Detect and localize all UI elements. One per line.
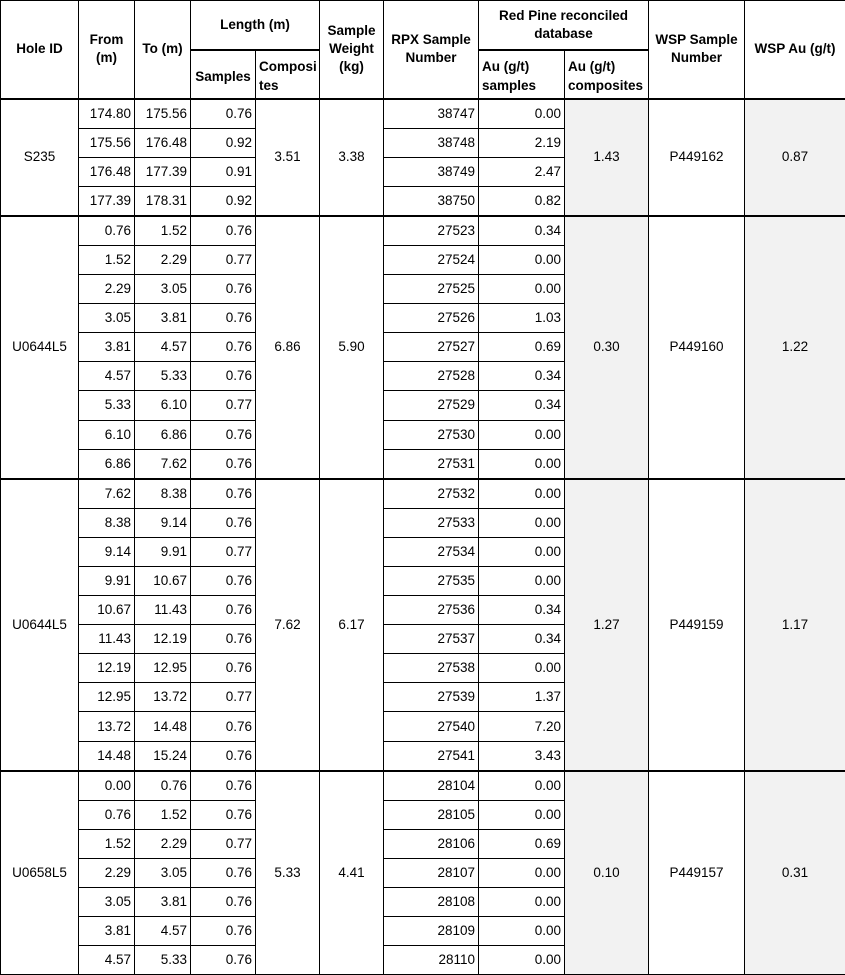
table-row	[1, 216, 845, 246]
au-sample-cell: 0.00	[479, 858, 565, 887]
length-cell: 0.77	[191, 683, 256, 712]
from-cell: 12.95	[79, 683, 135, 712]
table-header	[1, 1, 845, 99]
length-cell: 0.76	[191, 800, 256, 829]
to-cell: 4.57	[135, 333, 191, 362]
from-cell: 3.81	[79, 333, 135, 362]
au-sample-cell: 1.37	[479, 683, 565, 712]
length-cell: 0.77	[191, 829, 256, 858]
rpx-sample-cell: 27540	[384, 712, 479, 741]
from-cell: 174.80	[79, 99, 135, 129]
au-sample-cell: 0.00	[479, 275, 565, 304]
hole-group	[1, 216, 845, 479]
au-sample-cell: 2.19	[479, 128, 565, 157]
to-cell: 5.33	[135, 362, 191, 391]
length-cell: 0.76	[191, 946, 256, 975]
from-cell: 14.48	[79, 741, 135, 771]
to-cell: 6.10	[135, 391, 191, 420]
rpx-sample-cell: 27531	[384, 449, 479, 479]
from-cell: 5.33	[79, 391, 135, 420]
length-cell: 0.77	[191, 245, 256, 274]
wsp-sample-cell: P449160	[649, 216, 745, 479]
to-cell: 10.67	[135, 567, 191, 596]
composite-length-cell: 7.62	[256, 479, 320, 771]
header-wsp-sample: WSP Sample Number	[649, 1, 745, 99]
rpx-sample-cell: 27536	[384, 596, 479, 625]
composite-length-cell: 3.51	[256, 99, 320, 216]
rpx-sample-cell: 28105	[384, 800, 479, 829]
length-cell: 0.76	[191, 99, 256, 129]
to-cell: 3.81	[135, 304, 191, 333]
header-red-pine: Red Pine reconciled database	[479, 1, 649, 50]
length-cell: 0.91	[191, 157, 256, 186]
header-au-samples: Au (g/t) samples	[479, 50, 565, 99]
rpx-sample-cell: 27528	[384, 362, 479, 391]
au-sample-cell: 0.00	[479, 946, 565, 975]
length-cell: 0.76	[191, 479, 256, 509]
from-cell: 175.56	[79, 128, 135, 157]
from-cell: 177.39	[79, 186, 135, 216]
to-cell: 3.05	[135, 275, 191, 304]
header-samples: Samples	[191, 50, 256, 99]
from-cell: 9.14	[79, 537, 135, 566]
length-cell: 0.76	[191, 304, 256, 333]
au-sample-cell: 0.00	[479, 449, 565, 479]
rpx-sample-cell: 38749	[384, 157, 479, 186]
length-cell: 0.76	[191, 333, 256, 362]
rpx-sample-cell: 28110	[384, 946, 479, 975]
rpx-sample-cell: 27532	[384, 479, 479, 509]
au-sample-cell: 2.47	[479, 157, 565, 186]
hole-id-cell: U0644L5	[1, 216, 79, 479]
au-sample-cell: 0.34	[479, 596, 565, 625]
au-sample-cell: 0.00	[479, 771, 565, 801]
length-cell: 0.76	[191, 508, 256, 537]
au-sample-cell: 0.00	[479, 888, 565, 917]
au-sample-cell: 0.00	[479, 567, 565, 596]
rpx-sample-cell: 27533	[384, 508, 479, 537]
hole-id-cell: S235	[1, 99, 79, 216]
length-cell: 0.92	[191, 186, 256, 216]
composite-length-cell: 5.33	[256, 771, 320, 975]
rpx-sample-cell: 27523	[384, 216, 479, 246]
header-sample-weight: Sample Weight (kg)	[320, 1, 384, 99]
length-cell: 0.77	[191, 391, 256, 420]
table-row	[1, 479, 845, 509]
wsp-au-cell: 1.17	[745, 479, 845, 771]
sample-weight-cell: 6.17	[320, 479, 384, 771]
sample-weight-cell: 3.38	[320, 99, 384, 216]
length-cell: 0.76	[191, 654, 256, 683]
to-cell: 7.62	[135, 449, 191, 479]
au-composite-cell: 0.10	[565, 771, 649, 975]
header-from: From (m)	[79, 1, 135, 99]
from-cell: 1.52	[79, 245, 135, 274]
to-cell: 12.19	[135, 625, 191, 654]
au-sample-cell: 0.00	[479, 245, 565, 274]
table-row	[1, 771, 845, 801]
to-cell: 6.86	[135, 420, 191, 449]
from-cell: 0.76	[79, 800, 135, 829]
hole-group	[1, 771, 845, 975]
from-cell: 3.05	[79, 304, 135, 333]
header-hole-id: Hole ID	[1, 1, 79, 99]
header-composites: Composi tes	[256, 50, 320, 99]
from-cell: 9.91	[79, 567, 135, 596]
to-cell: 13.72	[135, 683, 191, 712]
from-cell: 2.29	[79, 858, 135, 887]
length-cell: 0.76	[191, 216, 256, 246]
rpx-sample-cell: 27529	[384, 391, 479, 420]
rpx-sample-cell: 38750	[384, 186, 479, 216]
to-cell: 2.29	[135, 829, 191, 858]
rpx-sample-cell: 27527	[384, 333, 479, 362]
from-cell: 12.19	[79, 654, 135, 683]
au-sample-cell: 0.82	[479, 186, 565, 216]
rpx-sample-cell: 28109	[384, 917, 479, 946]
au-sample-cell: 0.00	[479, 479, 565, 509]
wsp-sample-cell: P449159	[649, 479, 745, 771]
length-cell: 0.76	[191, 275, 256, 304]
from-cell: 176.48	[79, 157, 135, 186]
length-cell: 0.76	[191, 771, 256, 801]
composite-length-cell: 6.86	[256, 216, 320, 479]
rpx-sample-cell: 27539	[384, 683, 479, 712]
rpx-sample-cell: 28104	[384, 771, 479, 801]
length-cell: 0.76	[191, 712, 256, 741]
au-composite-cell: 1.27	[565, 479, 649, 771]
to-cell: 8.38	[135, 479, 191, 509]
rpx-sample-cell: 27538	[384, 654, 479, 683]
from-cell: 13.72	[79, 712, 135, 741]
from-cell: 3.81	[79, 917, 135, 946]
length-cell: 0.76	[191, 567, 256, 596]
length-cell: 0.76	[191, 420, 256, 449]
wsp-sample-cell: P449157	[649, 771, 745, 975]
from-cell: 11.43	[79, 625, 135, 654]
au-sample-cell: 3.43	[479, 741, 565, 771]
header-au-composites: Au (g/t) composites	[565, 50, 649, 99]
rpx-sample-cell: 27534	[384, 537, 479, 566]
au-sample-cell: 0.34	[479, 625, 565, 654]
au-sample-cell: 0.00	[479, 508, 565, 537]
au-sample-cell: 0.00	[479, 654, 565, 683]
au-composite-cell: 0.30	[565, 216, 649, 479]
to-cell: 2.29	[135, 245, 191, 274]
rpx-sample-cell: 27530	[384, 420, 479, 449]
hole-group	[1, 479, 845, 771]
au-sample-cell: 0.69	[479, 829, 565, 858]
from-cell: 0.00	[79, 771, 135, 801]
au-sample-cell: 0.69	[479, 333, 565, 362]
length-cell: 0.76	[191, 858, 256, 887]
header-rpx-sample: RPX Sample Number	[384, 1, 479, 99]
header-wsp-au: WSP Au (g/t)	[745, 1, 845, 99]
to-cell: 3.81	[135, 888, 191, 917]
to-cell: 176.48	[135, 128, 191, 157]
to-cell: 0.76	[135, 771, 191, 801]
to-cell: 5.33	[135, 946, 191, 975]
au-sample-cell: 1.03	[479, 304, 565, 333]
from-cell: 4.57	[79, 362, 135, 391]
to-cell: 175.56	[135, 99, 191, 129]
length-cell: 0.77	[191, 537, 256, 566]
length-cell: 0.76	[191, 625, 256, 654]
length-cell: 0.76	[191, 449, 256, 479]
hole-id-cell: U0644L5	[1, 479, 79, 771]
table-row	[1, 99, 845, 129]
from-cell: 10.67	[79, 596, 135, 625]
length-cell: 0.76	[191, 596, 256, 625]
rpx-sample-cell: 28106	[384, 829, 479, 858]
wsp-au-cell: 1.22	[745, 216, 845, 479]
rpx-sample-cell: 27525	[384, 275, 479, 304]
from-cell: 3.05	[79, 888, 135, 917]
rpx-sample-cell: 28108	[384, 888, 479, 917]
rpx-sample-cell: 27537	[384, 625, 479, 654]
rpx-sample-cell: 28107	[384, 858, 479, 887]
au-sample-cell: 0.00	[479, 537, 565, 566]
from-cell: 6.86	[79, 449, 135, 479]
length-cell: 0.76	[191, 888, 256, 917]
from-cell: 4.57	[79, 946, 135, 975]
length-cell: 0.92	[191, 128, 256, 157]
from-cell: 1.52	[79, 829, 135, 858]
au-sample-cell: 0.34	[479, 362, 565, 391]
to-cell: 11.43	[135, 596, 191, 625]
from-cell: 6.10	[79, 420, 135, 449]
rpx-sample-cell: 38748	[384, 128, 479, 157]
header-length: Length (m)	[191, 1, 320, 50]
from-cell: 7.62	[79, 479, 135, 509]
from-cell: 8.38	[79, 508, 135, 537]
au-sample-cell: 0.00	[479, 800, 565, 829]
au-sample-cell: 0.00	[479, 420, 565, 449]
hole-id-cell: U0658L5	[1, 771, 79, 975]
to-cell: 9.14	[135, 508, 191, 537]
to-cell: 12.95	[135, 654, 191, 683]
length-cell: 0.76	[191, 362, 256, 391]
to-cell: 3.05	[135, 858, 191, 887]
wsp-au-cell: 0.31	[745, 771, 845, 975]
rpx-sample-cell: 27524	[384, 245, 479, 274]
to-cell: 177.39	[135, 157, 191, 186]
sample-weight-cell: 5.90	[320, 216, 384, 479]
au-sample-cell: 0.34	[479, 216, 565, 246]
rpx-sample-cell: 27541	[384, 741, 479, 771]
rpx-sample-cell: 27535	[384, 567, 479, 596]
from-cell: 2.29	[79, 275, 135, 304]
to-cell: 178.31	[135, 186, 191, 216]
hole-group	[1, 99, 845, 216]
au-sample-cell: 0.00	[479, 99, 565, 129]
au-composite-cell: 1.43	[565, 99, 649, 216]
wsp-sample-cell: P449162	[649, 99, 745, 216]
to-cell: 1.52	[135, 800, 191, 829]
to-cell: 15.24	[135, 741, 191, 771]
sample-weight-cell: 4.41	[320, 771, 384, 975]
length-cell: 0.76	[191, 741, 256, 771]
header-to: To (m)	[135, 1, 191, 99]
rpx-sample-cell: 38747	[384, 99, 479, 129]
to-cell: 4.57	[135, 917, 191, 946]
rpx-sample-cell: 27526	[384, 304, 479, 333]
au-sample-cell: 0.00	[479, 917, 565, 946]
au-sample-cell: 7.20	[479, 712, 565, 741]
to-cell: 9.91	[135, 537, 191, 566]
au-sample-cell: 0.34	[479, 391, 565, 420]
to-cell: 14.48	[135, 712, 191, 741]
from-cell: 0.76	[79, 216, 135, 246]
length-cell: 0.76	[191, 917, 256, 946]
to-cell: 1.52	[135, 216, 191, 246]
wsp-au-cell: 0.87	[745, 99, 845, 216]
